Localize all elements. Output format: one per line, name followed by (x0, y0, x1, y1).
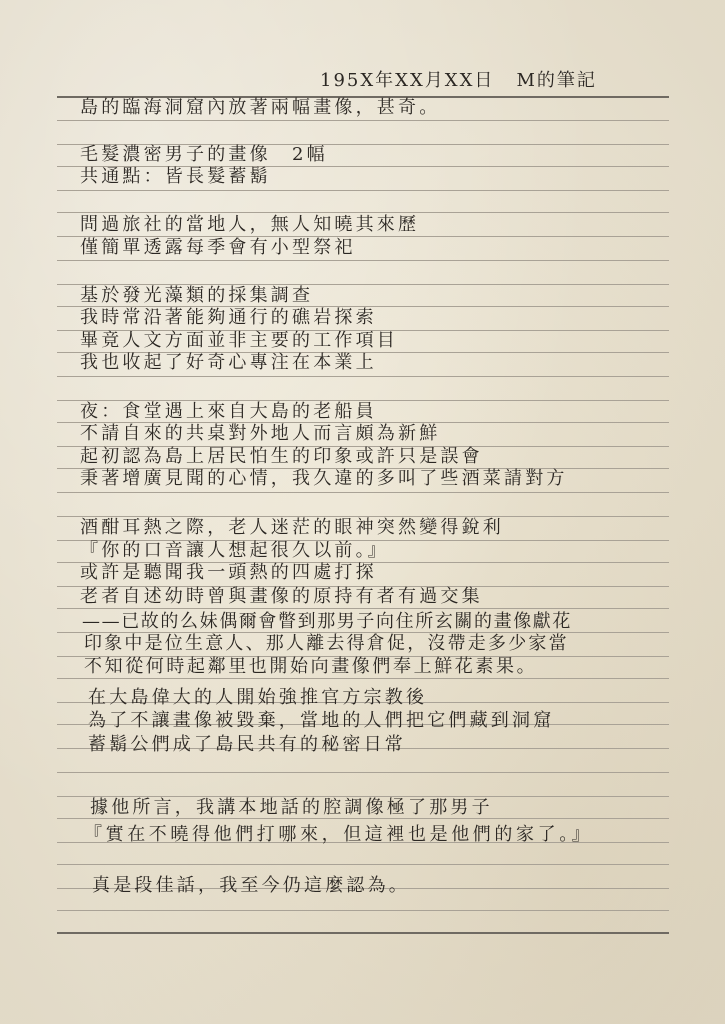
note-line: 問過旅社的當地人，無人知曉其來歷 (80, 214, 420, 235)
note-line: 據他所言，我講本地話的腔調像極了那男子 (90, 797, 493, 818)
ruled-line (57, 818, 669, 819)
note-header (320, 70, 597, 92)
note-line: 酒酣耳熱之際，老人迷茫的眼神突然變得銳利 (80, 517, 504, 538)
note-line: ——已故的么妹偶爾會瞥到那男子向住所玄關的畫像獻花 (82, 611, 572, 632)
note-line: 不請自來的共桌對外地人而言頗為新鮮 (80, 423, 441, 444)
note-line: 僅簡單透露每季會有小型祭祀 (80, 237, 356, 258)
ruled-line (57, 190, 669, 191)
note-line: 基於發光藻類的採集調查 (80, 285, 314, 306)
ruled-line (57, 678, 669, 679)
ruled-line (57, 120, 669, 121)
ruled-line (57, 212, 669, 213)
note-line: 畢竟人文方面並非主要的工作項目 (80, 330, 398, 351)
note-line: 印象中是位生意人、那人離去得倉促，沒帶走多少家當 (84, 633, 569, 654)
note-line: 共通點：皆長髮蓄鬍 (80, 166, 271, 187)
note-line: 我也收起了好奇心專注在本業上 (80, 352, 377, 373)
note-line: 真是段佳話，我至今仍這麼認為。 (92, 875, 410, 896)
note-line: 在大島偉大的人開始強推官方宗教後 (88, 687, 428, 708)
note-line: 為了不讓畫像被毀棄，當地的人們把它們藏到洞窟 (88, 710, 555, 731)
note-line: 毛髮濃密男子的畫像 2幅 (80, 144, 328, 165)
bottom-rule (57, 932, 669, 934)
note-line: 或許是聽聞我一頭熱的四處打探 (80, 562, 377, 583)
note-line: 『實在不曉得他們打哪來，但這裡也是他們的家了。』 (84, 824, 594, 845)
ruled-line (57, 910, 669, 911)
ruled-line (57, 864, 669, 865)
note-line: 老者自述幼時曾與畫像的原持有者有過交集 (80, 586, 483, 607)
note-line: 蓄鬍公們成了島民共有的秘密日常 (88, 734, 406, 755)
ruled-line (57, 376, 669, 377)
note-line: 夜：食堂遇上來自大島的老船員 (80, 401, 377, 422)
note-author: M的筆記 (516, 70, 597, 91)
ruled-line (57, 772, 669, 773)
note-line: 起初認為島上居民怕生的印象或許只是誤會 (80, 446, 483, 467)
note-date: 195X年XX月XX日 (320, 70, 495, 91)
note-line: 秉著增廣見聞的心情，我久違的多叫了些酒菜請對方 (80, 468, 568, 489)
note-line: 島的臨海洞窟內放著兩幅畫像，甚奇。 (80, 97, 441, 118)
ruled-line (57, 608, 669, 609)
note-line: 不知從何時起鄰里也開始向畫像們奉上鮮花素果。 (84, 656, 538, 677)
ruled-line (57, 260, 669, 261)
note-line: 『你的口音讓人想起很久以前。』 (80, 540, 389, 561)
ruled-line (57, 492, 669, 493)
note-line: 我時常沿著能夠通行的礁岩探索 (80, 307, 377, 328)
